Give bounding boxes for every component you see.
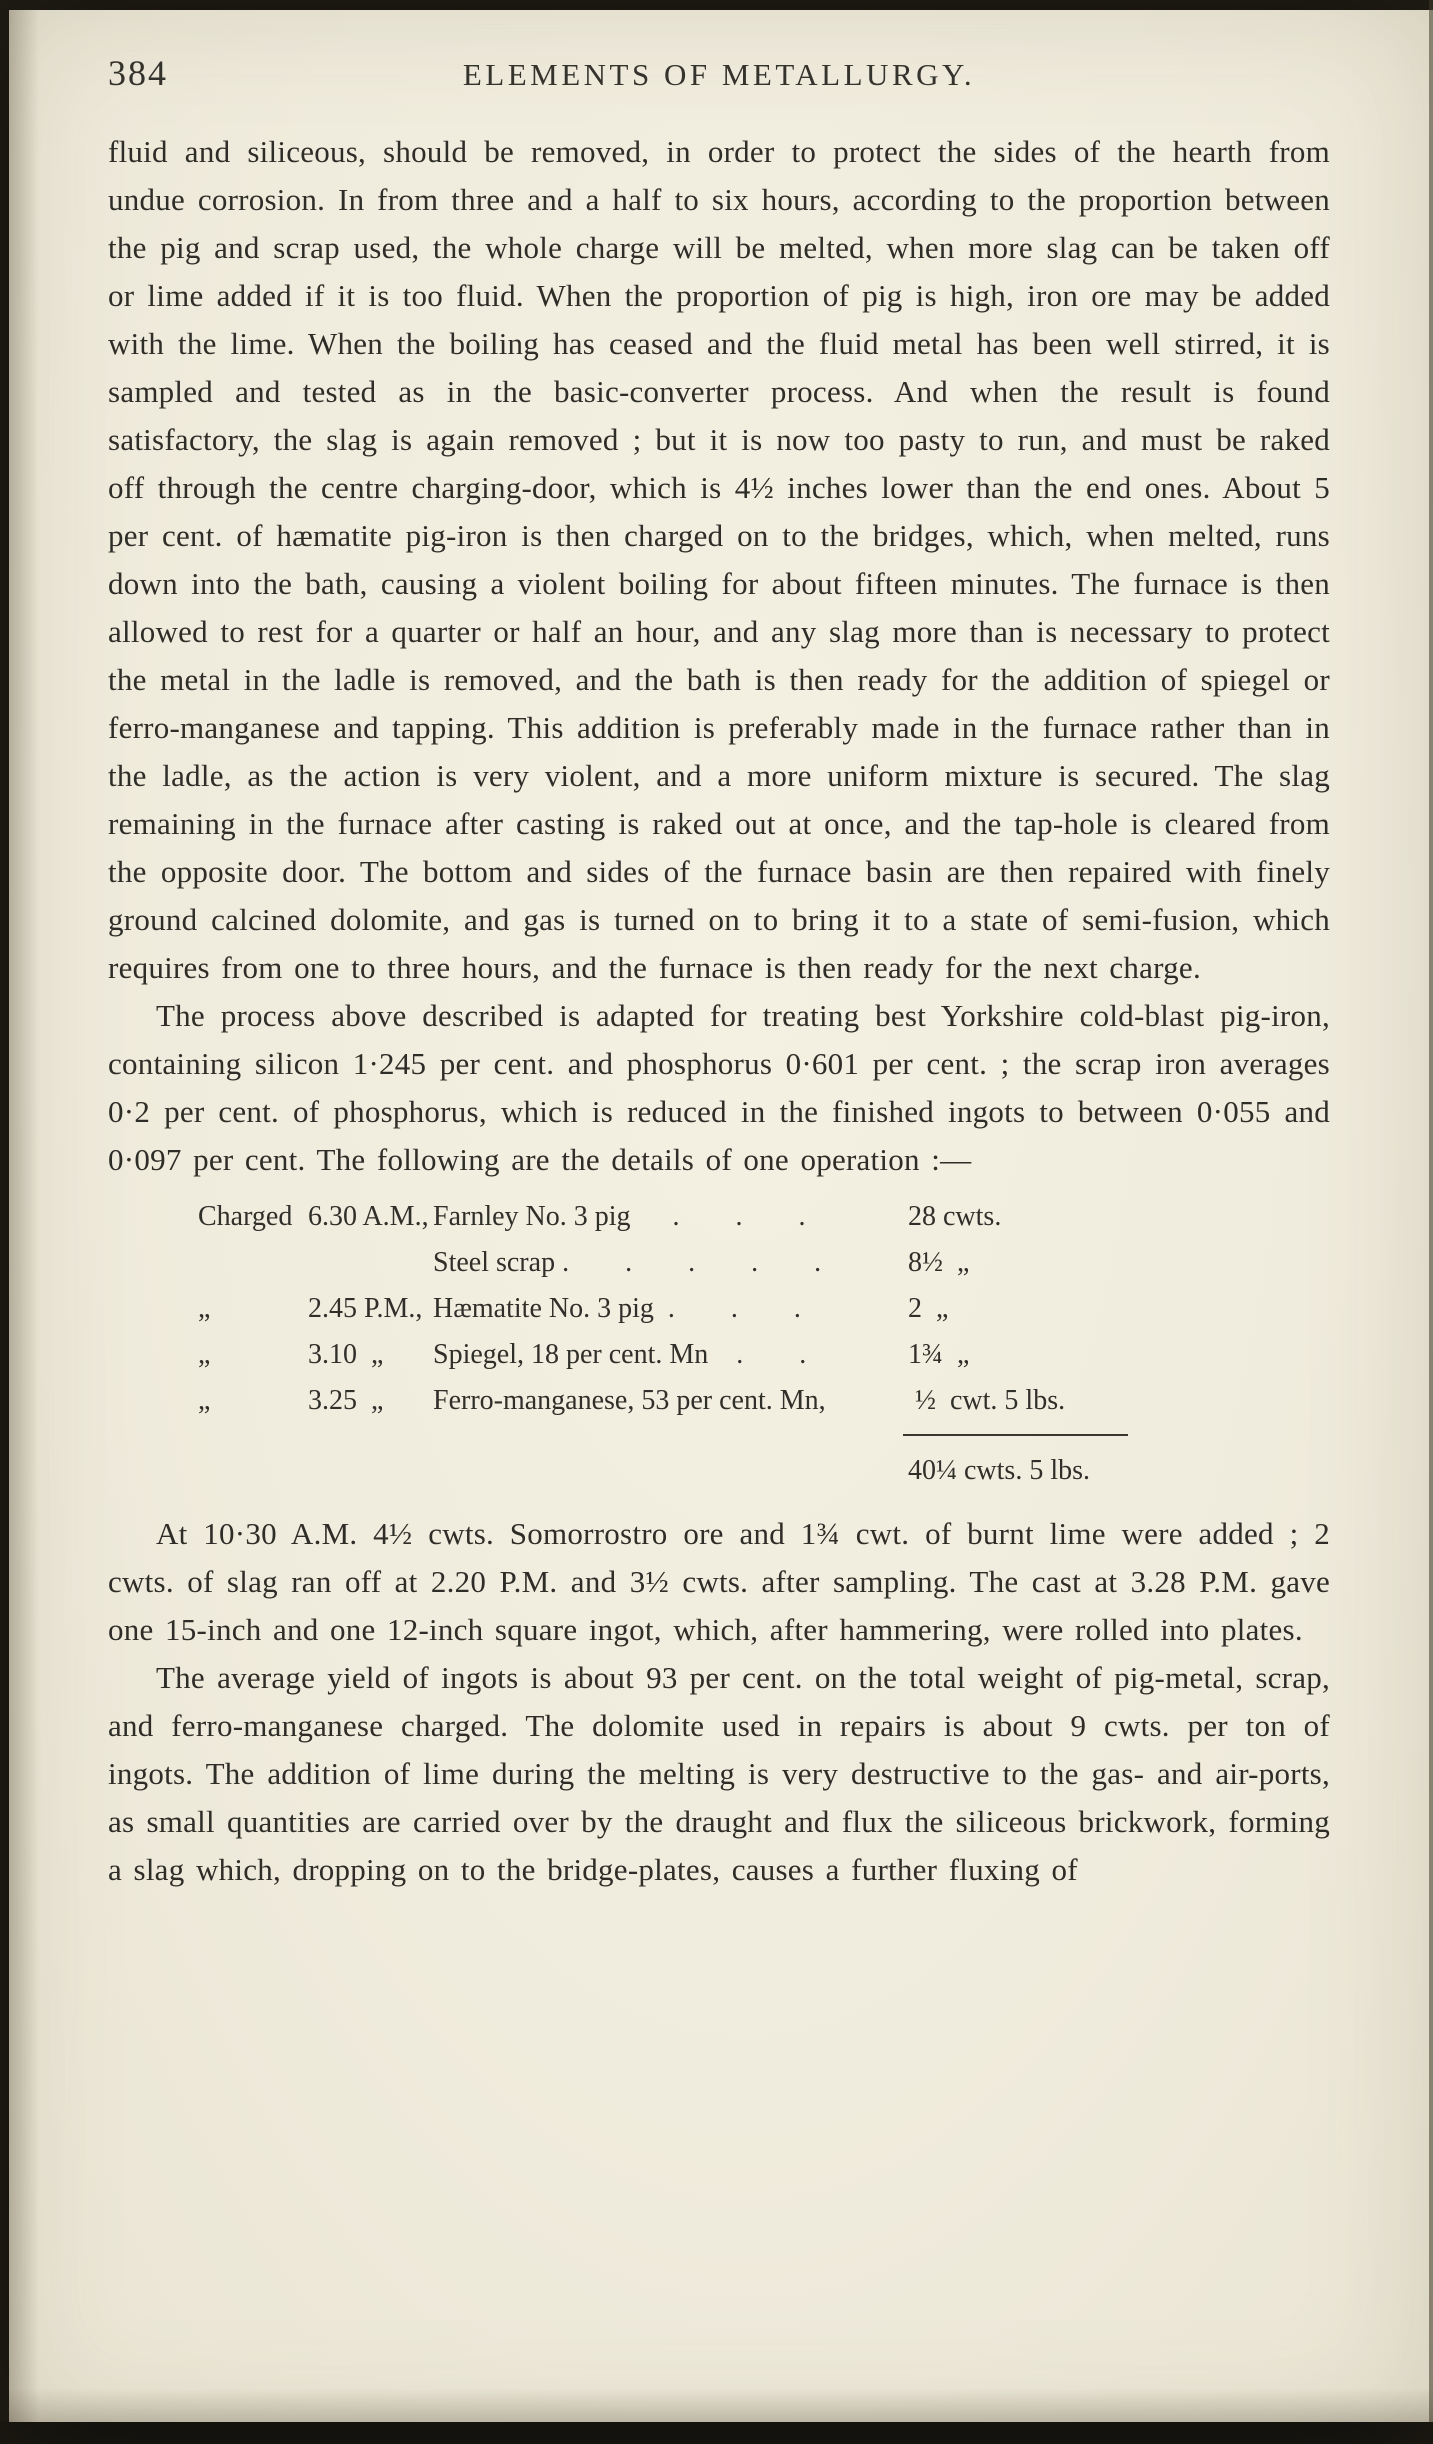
table-row — [198, 1240, 1330, 1286]
scan-edge-right — [1429, 0, 1433, 2444]
charge-item: Steel scrap . . . . . — [433, 1247, 822, 1278]
charge-amount: 8½ „ — [908, 1247, 970, 1278]
table-row — [198, 1286, 1330, 1332]
charge-label: „ — [198, 1339, 211, 1370]
scan-edge-top — [0, 0, 1433, 10]
charge-time: 3.10 „ — [308, 1339, 384, 1370]
paragraph: fluid and siliceous, should be removed, in order to protect the sides of the hearth from undue corrosion. In from three and a half to six hours, according to the proportion between the pig and scrap used, the whole charge will be melted, when more slag can be taken off or lime added if it is too fluid. When the proportion of pig is high, iron ore may be added with the lime. When the boiling has ceased and the fluid metal has been well stirred, it is sampled and tested as in the basic-converter process. And when the result is found satisfactory, the slag is again removed ; but it is now too pasty to run, and must be raked off through the centre charging-door, which is 4½ inches lower than the end ones. About 5 per cent. of hæmatite pig-iron is then charged on to the bridges, which, when melted, runs down into the bath, causing a violent boiling for about fifteen minutes. The furnace is then allowed to rest for a quarter or half an hour, and any slag more than is necessary to protect the metal in the ladle is removed, and the bath is then ready for the addition of spiegel or ferro-manganese and tapping. This addition is preferably made in the furnace rather than in the ladle, as the action is very violent, and a more uniform mixture is secured. The slag remaining in the furnace after casting is raked out at once, and the tap-hole is cleared from the opposite door. The bottom and sides of the furnace basin are then repaired with finely ground calcined dolomite, and gas is turned on to bring it to a state of semi-fusion, which requires from one to three hours, and the furnace is then ready for the next charge. — [108, 134, 1330, 985]
charge-label: Charged — [198, 1201, 293, 1232]
scan-edge-bottom — [0, 2422, 1433, 2444]
charge-item: Spiegel, 18 per cent. Mn . . — [433, 1339, 807, 1370]
charge-amount: 1¾ „ — [908, 1339, 970, 1370]
paragraph: The process above described is adapted for treating best Yorkshire cold-blast pig-iron, containing silicon 1·245 per cent. and phosphorus 0·601 per cent. ; the scrap iron averages 0·2 per cent. of phosphorus, which is reduced in the finished ingots to between 0·055 and 0·097 per cent. The following are the details of one operation :— — [108, 998, 1330, 1177]
paragraph: At 10·30 A.M. 4½ cwts. Somorrostro ore and 1¾ cwt. of burnt lime were added ; 2 cwts. of slag ran off at 2.20 P.M. and 3½ cwts. after sampling. The cast at 3.28 P.M. gave one 15-inch and one 12-inch square ingot, which, after hammering, were rolled into plates. — [108, 1516, 1330, 1647]
sum-rule — [903, 1434, 1128, 1436]
charge-item: Farnley No. 3 pig . . . — [433, 1201, 806, 1232]
charge-amount: 2 „ — [908, 1293, 949, 1324]
paragraph: The average yield of ingots is about 93 per cent. on the total weight of pig-metal, scrap, and ferro-manganese charged. The dolomite used in repairs is about 9 cwts. per ton of ingots. The addition of lime during the melting is very destructive to the gas- and air-ports, as small quantities are carried over by the draught and flux the siliceous brickwork, forming a slag which, dropping on to the bridge-plates, causes a further fluxing of — [108, 1660, 1330, 1887]
page-number: 384 — [108, 53, 168, 93]
charge-total: 40¼ cwts. 5 lbs. — [908, 1455, 1090, 1486]
charge-time: 6.30 A.M., — [308, 1201, 429, 1232]
scan-edge-left — [0, 0, 9, 2444]
table-row — [198, 1194, 1330, 1240]
running-title: ELEMENTS OF METALLURGY. — [462, 57, 976, 92]
charge-label — [198, 1240, 308, 1286]
charge-time: 2.45 P.M., — [308, 1293, 423, 1324]
charge-time — [308, 1240, 433, 1286]
charge-time: 3.25 „ — [308, 1385, 384, 1416]
table-row — [198, 1332, 1330, 1378]
charge-item: Hæmatite No. 3 pig . . . — [433, 1293, 801, 1324]
charge-item: Ferro-manganese, 53 per cent. Mn, — [433, 1385, 826, 1416]
bottom-edge-shadow — [0, 2388, 1433, 2422]
charge-label: „ — [198, 1293, 211, 1324]
table-row — [198, 1378, 1330, 1424]
body-text — [108, 128, 1330, 1894]
binding-gutter-shadow — [9, 0, 39, 2444]
charge-amount: 28 cwts. — [908, 1201, 1002, 1232]
charge-label: „ — [198, 1385, 211, 1416]
charge-table — [198, 1194, 1330, 1494]
running-head — [108, 52, 1330, 94]
charge-amount: ½ cwt. 5 lbs. — [908, 1385, 1066, 1416]
